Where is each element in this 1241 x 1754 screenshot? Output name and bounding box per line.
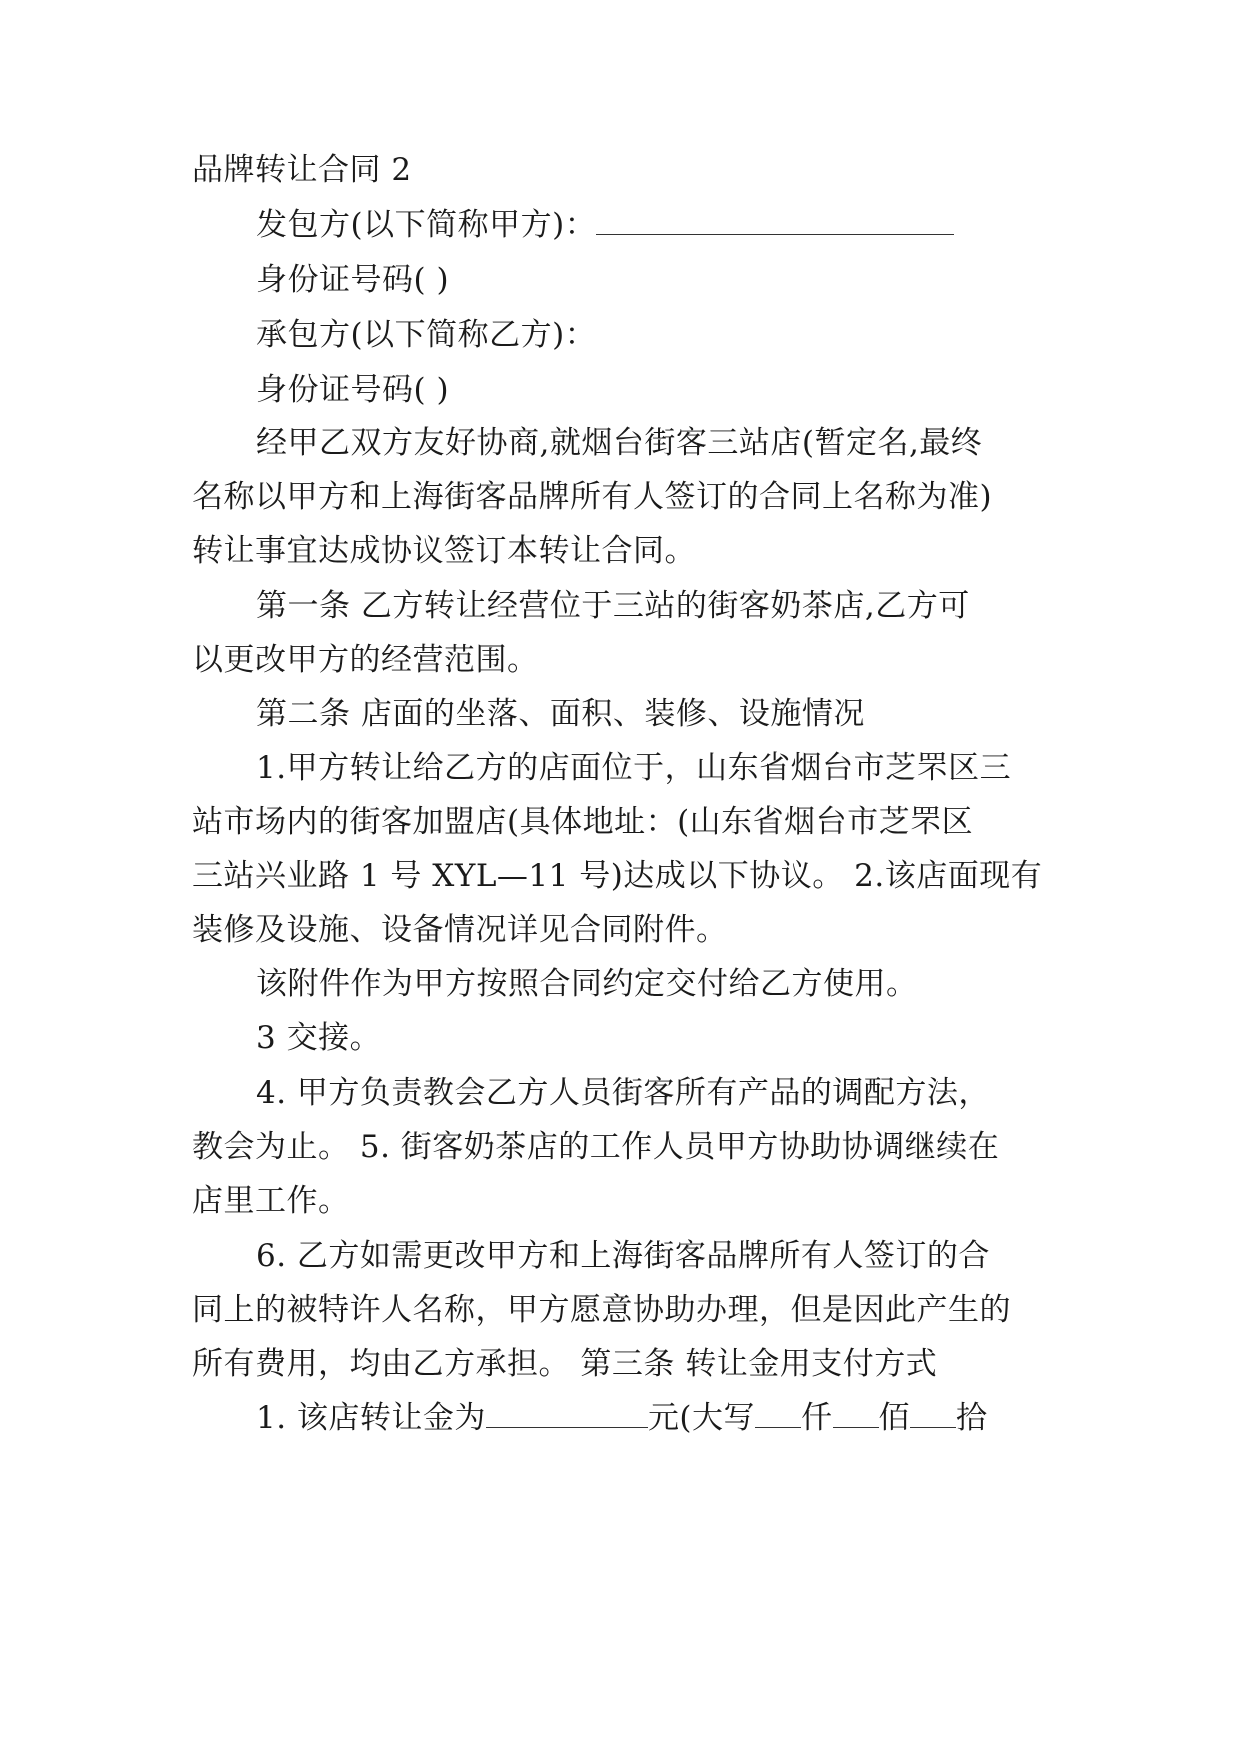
article-1-line-1: 第一条 乙方转让经营位于三站的街客奶茶店,乙方可	[256, 588, 970, 624]
article-2-p4-line-1: 4. 甲方负责教会乙方人员街客所有产品的调配方法，	[256, 1075, 990, 1111]
party-a-id: 身份证号码( )	[256, 262, 450, 298]
article-2-title: 第二条 店面的坐落、面积、装修、设施情况	[256, 696, 865, 732]
article-2-p1-line-1: 1.甲方转让给乙方的店面位于，山东省烟台市芝罘区三	[256, 750, 1012, 786]
intro-line-1: 经甲乙双方友好协商,就烟台街客三站店(暂定名,最终	[256, 425, 983, 461]
transfer-fee-lead: 1. 该店转让金为	[256, 1400, 486, 1436]
shi-label: 拾	[956, 1400, 988, 1436]
qian-blank[interactable]	[755, 1399, 801, 1428]
intro-line-2: 名称以甲方和上海街客品牌所有人签订的合同上名称为准)	[192, 479, 993, 515]
shi-blank[interactable]	[910, 1399, 956, 1428]
article-2-p1-line-4: 装修及设施、设备情况详见合同附件。	[192, 912, 728, 948]
party-a-blank[interactable]	[596, 206, 954, 235]
article-2-p6-line-3: 所有费用，均由乙方承担。 第三条 转让金用支付方式	[192, 1346, 938, 1382]
party-b-id: 身份证号码( )	[256, 372, 450, 408]
article-2-p6-line-2: 同上的被特许人名称，甲方愿意协助办理，但是因此产生的	[192, 1292, 1011, 1328]
party-a-label: 发包方(以下简称甲方)：	[256, 207, 597, 243]
intro-line-3: 转让事宜达成协议签订本转让合同。	[192, 533, 696, 569]
yuan-label: 元(大写	[647, 1400, 756, 1436]
article-2-p2: 该附件作为甲方按照合同约定交付给乙方使用。	[256, 966, 918, 1002]
article-2-p3: 3 交接。	[256, 1020, 382, 1056]
document-title: 品牌转让合同 2	[192, 152, 412, 188]
article-2-p1-line-3: 三站兴业路 1 号 XYL—11 号)达成以下协议。 2.该店面现有	[192, 858, 1043, 894]
article-3-p1	[256, 1398, 1116, 1438]
article-1-line-2: 以更改甲方的经营范围。	[192, 642, 539, 678]
bai-label: 佰	[878, 1400, 911, 1436]
party-b-label: 承包方(以下简称乙方)：	[256, 317, 597, 353]
article-2-p6-line-1: 6. 乙方如需更改甲方和上海街客品牌所有人签订的合	[256, 1238, 990, 1274]
article-2-p1-line-2: 站市场内的街客加盟店(具体地址：(山东省烟台市芝罘区	[192, 804, 974, 840]
article-2-p4-line-2: 教会为止。 5. 街客奶茶店的工作人员甲方协助协调继续在	[192, 1129, 1000, 1165]
transfer-fee-blank[interactable]	[486, 1399, 648, 1428]
party-a-line	[256, 205, 1116, 245]
qian-label: 仟	[801, 1400, 833, 1436]
article-2-p4-line-3: 店里工作。	[192, 1183, 350, 1219]
bai-blank[interactable]	[833, 1399, 879, 1428]
